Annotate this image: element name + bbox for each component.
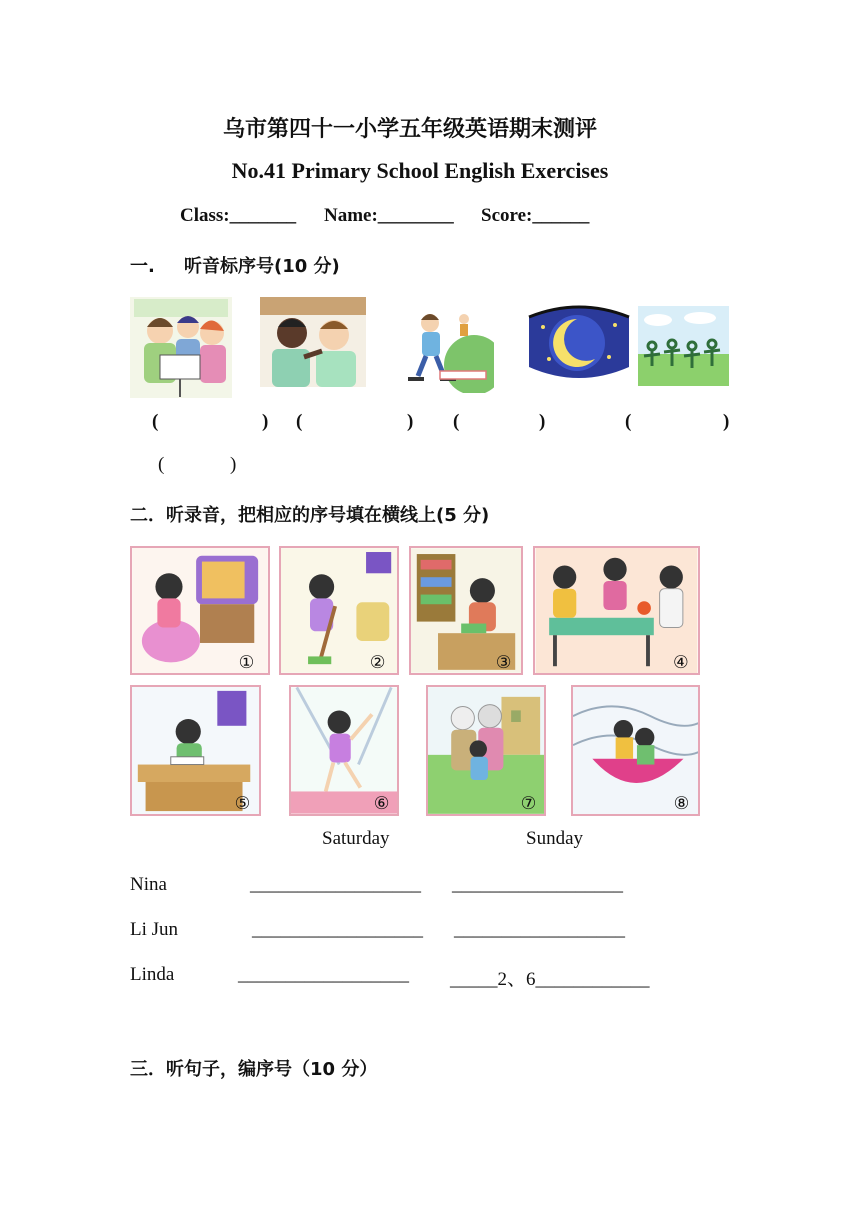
picture-1-watching-tv [130, 546, 270, 675]
picture-2-sweeping [279, 546, 399, 675]
answer-linda-saturday[interactable]: __________________ [238, 964, 409, 985]
answer-paren-1-open: ( [152, 411, 159, 432]
answer-lijun-saturday[interactable]: __________________ [252, 919, 423, 940]
picture-number: ⑤ [234, 793, 251, 814]
row-name-linda: Linda [130, 964, 175, 985]
answer-paren-2-close: ) [407, 411, 414, 432]
picture-number: ⑦ [520, 792, 537, 813]
picture-7-grandparents [426, 685, 546, 816]
column-saturday: Saturday [322, 828, 390, 849]
page-title-chinese: 乌市第四十一小学五年级英语期末测评 [222, 117, 597, 142]
answer-paren-3-close: ) [539, 411, 546, 432]
row-name-nina: Nina [130, 874, 167, 895]
page-title-english: No.41 Primary School English Exercises [231, 158, 609, 183]
picture-number: ④ [673, 652, 689, 673]
answer-paren-4-close: ) [723, 411, 730, 432]
class-field: Class:_______ [180, 205, 297, 226]
answer-paren-3-open: ( [453, 411, 460, 432]
row-name-li-jun: Li Jun [130, 919, 179, 940]
picture-6-dancing [289, 685, 399, 816]
section2-heading: 二．听录音，把相应的序号填在横线上(5 分) [130, 505, 490, 526]
column-sunday: Sunday [526, 828, 583, 849]
section1-heading: 听音标序号(10 分) [184, 256, 340, 277]
picture-5-homework [130, 685, 261, 816]
picture-8-boating [571, 685, 700, 816]
picture-kids-exercising [638, 306, 729, 386]
picture-number: ① [238, 652, 255, 673]
score-field: Score:______ [481, 205, 590, 226]
answer-paren-4-open: ( [625, 411, 632, 432]
answer-linda-sunday[interactable]: _____2、6____________ [450, 969, 650, 990]
picture-children-music [130, 297, 232, 398]
answer-paren-2-open: ( [296, 411, 303, 432]
picture-boy-skating [402, 305, 494, 393]
answer-lijun-sunday[interactable]: __________________ [454, 919, 625, 940]
picture-boys-talking [260, 297, 366, 387]
answer-paren-1-close: ) [262, 411, 269, 432]
picture-number: ② [369, 652, 386, 673]
picture-moon-night [519, 297, 637, 385]
answer-nina-saturday[interactable]: __________________ [250, 874, 421, 895]
picture-3-reading [409, 546, 523, 675]
answer-paren-5-close: ) [230, 454, 237, 475]
section1-number: 一. [130, 256, 155, 277]
picture-number: ⑧ [673, 793, 690, 814]
picture-number: ⑥ [373, 793, 390, 813]
answer-paren-5-open: ( [158, 454, 165, 475]
picture-4-ping-pong [533, 546, 700, 675]
name-field: Name:________ [324, 205, 454, 226]
answer-nina-sunday[interactable]: __________________ [452, 874, 623, 895]
picture-number: ③ [495, 652, 512, 672]
section3-heading: 三．听句子，编序号（10 分） [130, 1059, 378, 1080]
